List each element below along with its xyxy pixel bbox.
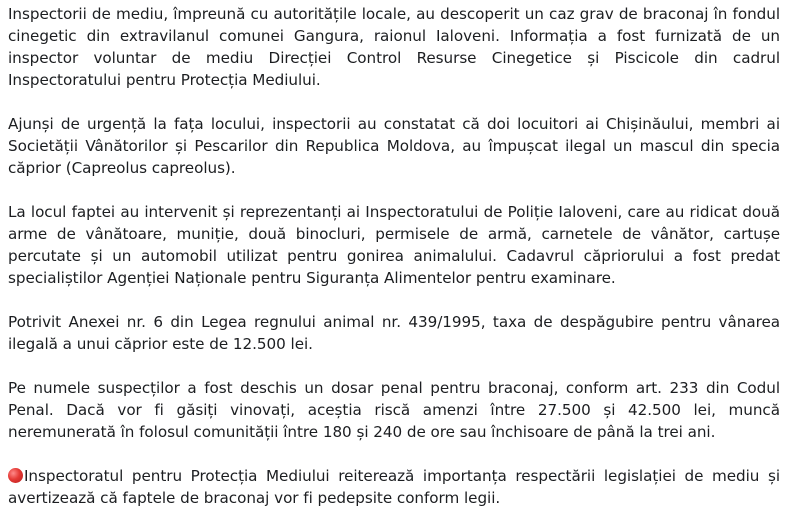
paragraph-compensation: Potrivit Anexei nr. 6 din Legea regnului animal nr. 439/1995, taxa de despăgubire pentru vânarea ilegală a unui căprior este de 12.500 lei. — [8, 313, 780, 353]
closing-text: Inspectoratul pentru Protecția Mediului reiterează importanța respectării legislației de mediu și avertizează că faptele de braconaj vor fi pedepsite conform legii. — [8, 467, 780, 507]
paragraph-findings: Ajunși de urgență la fața locului, inspectorii au constatat că doi locuitori ai Chișinăului, membri ai Societății Vânătorilor și Pescarilor din Republica Moldova, au împușcat ilegal un mascul din specia căprior (Capreolus capreolus). — [8, 115, 780, 177]
paragraph-incident: Inspectorii de mediu, împreună cu autoritățile locale, au descoperit un caz grav de braconaj în fondul cinegetic din extravilanul comunei Gangura, raionul Ialoveni. Informația a fost furnizată de un inspector voluntar de mediu Direcției Control Resurse Cinegetice și Piscicole din cadrul Inspectoratului pentru Protecția Mediului. — [8, 5, 780, 89]
red-circle-icon — [8, 468, 23, 483]
paragraph-criminal-case: Pe numele suspecților a fost deschis un dosar penal pentru braconaj, conform art. 233 din Codul Penal. Dacă vor fi găsiți vinovați, aceștia riscă amenzi între 27.500 și 42.500 lei, muncă neremunerată în folosul comunității între 180 și 240 de ore sau închisoare de până la trei ani. — [8, 379, 780, 441]
article-body — [8, 3, 780, 509]
paragraph-closing — [8, 465, 780, 509]
paragraph-police: La locul faptei au intervenit și reprezentanți ai Inspectoratului de Poliție Ialoveni, care au ridicat două arme de vânătoare, muniție, două binocluri, permisele de armă, carnetele de vânător, cartușe percutate și un automobil utilizat pentru gonirea animalului. Cadavrul căpriorului a fost predat specialiștilor Agenției Naționale pentru Siguranța Alimentelor pentru examinare. — [8, 203, 780, 287]
